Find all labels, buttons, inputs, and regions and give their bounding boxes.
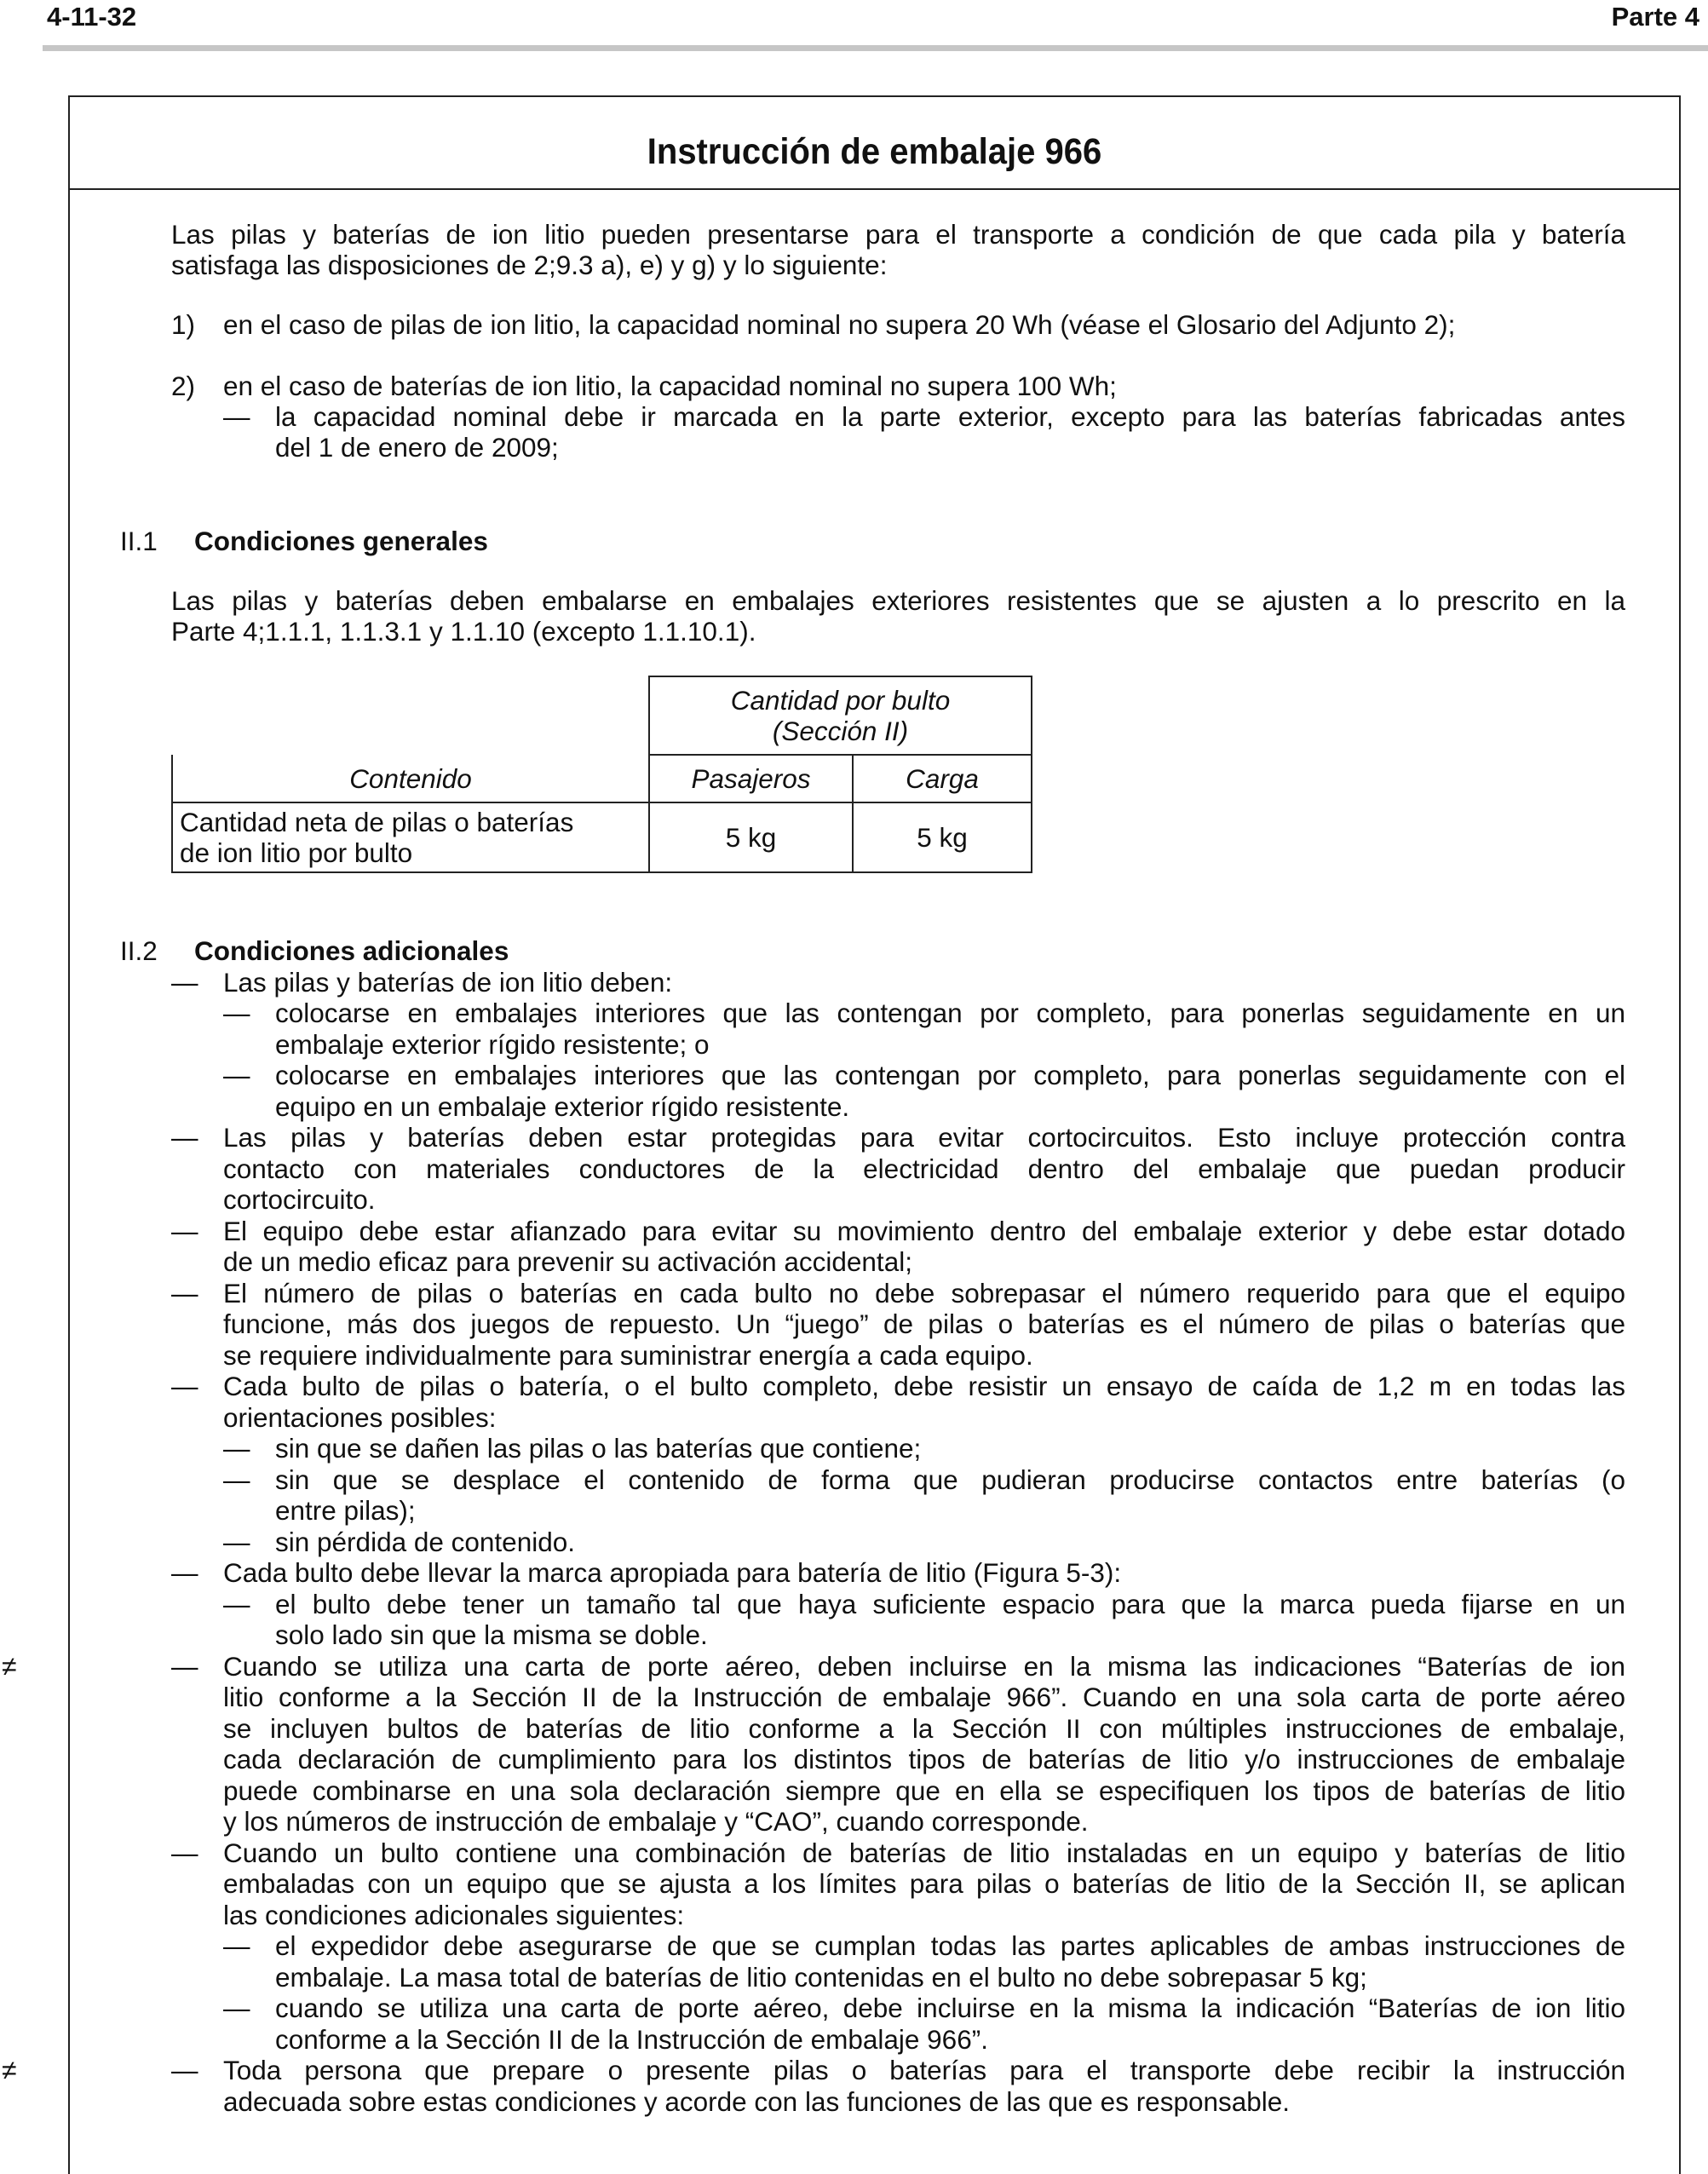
section-1-line-1: Las pilas y baterías deben embalarse en embalajes exteriores resistentes que se ajusten a lo prescrito en la bbox=[171, 585, 1625, 616]
list-dash: — bbox=[171, 2055, 198, 2085]
change-mark: ≠ bbox=[2, 1650, 17, 1682]
intro-item-1-text: en el caso de pilas de ion litio, la capacidad nominal no supera 20 Wh (véase el Glosario del Adjunto 2); bbox=[223, 309, 1456, 340]
list-dash: — bbox=[223, 1433, 250, 1464]
condition-line: contacto con materiales conductores de la electricidad dentro del embalaje que puedan producir bbox=[223, 1153, 1625, 1184]
change-mark: ≠ bbox=[2, 2055, 17, 2085]
list-dash: — bbox=[223, 1060, 250, 1090]
quantity-table bbox=[171, 676, 1032, 873]
condition-line: entre pilas); bbox=[275, 1495, 416, 1526]
list-dash: — bbox=[223, 1588, 250, 1619]
table-header-content: Contenido bbox=[172, 755, 649, 802]
part-label: Parte 4 bbox=[1611, 2, 1699, 32]
page-title: Instrucción de embalaje 966 bbox=[647, 131, 1102, 172]
condition-line: sin que se dañen las pilas o las baterías que contiene; bbox=[275, 1433, 922, 1464]
section-1-line-2: Parte 4;1.1.1, 1.1.3.1 y 1.1.10 (excepto 1.1.10.1). bbox=[171, 616, 756, 647]
condition-line: el bulto debe tener un tamaño tal que haya suficiente espacio para que la marca pueda fijarse en un bbox=[275, 1588, 1625, 1619]
condition-line: conforme a la Sección II de la Instrucción de embalaje 966”. bbox=[275, 2023, 988, 2055]
header-rule bbox=[43, 45, 1708, 51]
table-header-cargo: Carga bbox=[853, 755, 1032, 802]
intro-sub-line-1: la capacidad nominal debe ir marcada en la parte exterior, excepto para las baterías fabricadas antes bbox=[275, 401, 1625, 432]
condition-line: embalaje exterior rígido resistente; o bbox=[275, 1028, 710, 1060]
condition-line: cortocircuito. bbox=[223, 1184, 376, 1215]
table-row-label-line-2: de ion litio por bulto bbox=[180, 837, 413, 868]
intro-sub-line-2: del 1 de enero de 2009; bbox=[275, 432, 559, 463]
condition-line: colocarse en embalajes interiores que las contengan por completo, para ponerlas seguidamente con el bbox=[275, 1060, 1625, 1090]
condition-line: Las pilas y baterías deben estar protegidas para evitar cortocircuitos. Esto incluye protección contra bbox=[223, 1122, 1625, 1153]
condition-line: sin que se desplace el contenido de forma que pudieran producirse contactos entre baterías (o bbox=[275, 1464, 1625, 1495]
condition-line: y los números de instrucción de embalaje y “CAO”, cuando corresponde. bbox=[223, 1806, 1089, 1837]
list-dash: — bbox=[171, 1837, 198, 1868]
condition-line: las condiciones adicionales siguientes: bbox=[223, 1899, 685, 1930]
list-dash: — bbox=[171, 1557, 198, 1588]
condition-line: Las pilas y baterías de ion litio deben: bbox=[223, 966, 673, 998]
intro-line-1: Las pilas y baterías de ion litio pueden presentarse para el transporte a condición de que cada pila y batería bbox=[171, 219, 1625, 250]
list-dash: — bbox=[171, 1122, 198, 1153]
intro-item-1-number: 1) bbox=[171, 309, 196, 340]
condition-line: adecuada sobre estas condiciones y acorde con las funciones de las que es responsable. bbox=[223, 2085, 1291, 2117]
condition-line: de un medio eficaz para prevenir su activación accidental; bbox=[223, 1246, 912, 1277]
condition-line: Cada bulto de pilas o batería, o el bulto completo, debe resistir un ensayo de caída de 1,2 m en todas las bbox=[223, 1371, 1625, 1401]
condition-line: El número de pilas o baterías en cada bulto no debe sobrepasar el número requerido para que el equipo bbox=[223, 1277, 1625, 1308]
table-empty-corner bbox=[172, 676, 649, 755]
condition-line: funcione, más dos juegos de repuesto. Un “juego” de pilas o baterías es el número de pilas o baterías que bbox=[223, 1308, 1625, 1339]
condition-line: embaladas con un equipo que se ajusta a los límites para pilas o baterías de litio de la Sección II, se aplican bbox=[223, 1868, 1625, 1899]
condition-line: el expedidor debe asegurarse de que se cumplan todas las partes aplicables de ambas instrucciones de bbox=[275, 1930, 1625, 1961]
condition-line: se incluyen bultos de baterías de litio conforme a la Sección II con múltiples instrucciones de embalaje, bbox=[223, 1712, 1625, 1744]
list-dash: — bbox=[171, 1650, 198, 1682]
condition-line: solo lado sin que la misma se doble. bbox=[275, 1619, 708, 1650]
title-box bbox=[70, 97, 1679, 190]
section-1-number: II.1 bbox=[120, 526, 158, 556]
list-dash: — bbox=[223, 1464, 250, 1495]
condition-line: embalaje. La masa total de baterías de litio contenidas en el bulto no debe sobrepasar 5 kg; bbox=[275, 1961, 1367, 1993]
list-dash: — bbox=[171, 966, 198, 998]
list-dash: — bbox=[223, 998, 250, 1028]
condition-line: Cada bulto debe llevar la marca apropiada para batería de litio (Figura 5-3): bbox=[223, 1557, 1122, 1588]
table-group-header-line-2: (Sección II) bbox=[772, 716, 909, 746]
list-dash: — bbox=[171, 1277, 198, 1308]
condition-line: El equipo debe estar afianzado para evitar su movimiento dentro del embalaje exterior y debe estar dotado bbox=[223, 1215, 1625, 1246]
condition-line: colocarse en embalajes interiores que las contengan por completo, para ponerlas seguidamente en un bbox=[275, 998, 1625, 1028]
condition-line: Cuando un bulto contiene una combinación de baterías de litio instaladas en un equipo y baterías de litio bbox=[223, 1837, 1625, 1868]
table-group-header bbox=[649, 676, 1032, 755]
table-header-passengers: Pasajeros bbox=[649, 755, 853, 802]
condition-line: Cuando se utiliza una carta de porte aéreo, deben incluirse en la misma las indicaciones “Baterías de ion bbox=[223, 1650, 1625, 1682]
table-cell-passengers: 5 kg bbox=[649, 802, 853, 872]
intro-item-2-number: 2) bbox=[171, 371, 196, 401]
section-1-title: Condiciones generales bbox=[194, 526, 488, 556]
table-group-header-line-1: Cantidad por bulto bbox=[730, 685, 951, 716]
condition-line: cada declaración de cumplimiento para los distintos tipos de baterías de litio y/o instrucciones de embalaje bbox=[223, 1744, 1625, 1774]
condition-line: equipo en un embalaje exterior rígido resistente. bbox=[275, 1090, 850, 1122]
table-row-label bbox=[172, 802, 649, 872]
list-dash: — bbox=[171, 1371, 198, 1401]
condition-line: sin pérdida de contenido. bbox=[275, 1526, 576, 1557]
list-dash: — bbox=[171, 1215, 198, 1246]
condition-line: litio conforme a la Sección II de la Instrucción de embalaje 966”. Cuando en una sola carta de porte aéreo bbox=[223, 1682, 1625, 1712]
condition-line: se requiere individualmente para suministrar energía a cada equipo. bbox=[223, 1339, 1033, 1371]
list-dash: — bbox=[223, 1993, 250, 2023]
condition-line: Toda persona que prepare o presente pilas o baterías para el transporte debe recibir la instrucción bbox=[223, 2055, 1625, 2085]
condition-line: puede combinarse en una sola declaración siempre que en ella se especifiquen los tipos de baterías de litio bbox=[223, 1774, 1625, 1806]
intro-line-2: satisfaga las disposiciones de 2;9.3 a), e) y g) y lo siguiente: bbox=[171, 250, 888, 280]
table-row-label-line-1: Cantidad neta de pilas o baterías bbox=[180, 807, 574, 837]
condition-line: orientaciones posibles: bbox=[223, 1401, 497, 1433]
intro-item-2-text: en el caso de baterías de ion litio, la capacidad nominal no supera 100 Wh; bbox=[223, 371, 1117, 401]
section-2-number: II.2 bbox=[120, 935, 158, 966]
section-2-title: Condiciones adicionales bbox=[194, 935, 509, 966]
table-cell-cargo: 5 kg bbox=[853, 802, 1032, 872]
intro-sub-dash: — bbox=[223, 401, 250, 432]
condition-line: cuando se utiliza una carta de porte aéreo, debe incluirse en la misma la indicación “Baterías de ion litio bbox=[275, 1993, 1625, 2023]
list-dash: — bbox=[223, 1930, 250, 1961]
page-number: 4-11-32 bbox=[47, 2, 137, 32]
list-dash: — bbox=[223, 1526, 250, 1557]
